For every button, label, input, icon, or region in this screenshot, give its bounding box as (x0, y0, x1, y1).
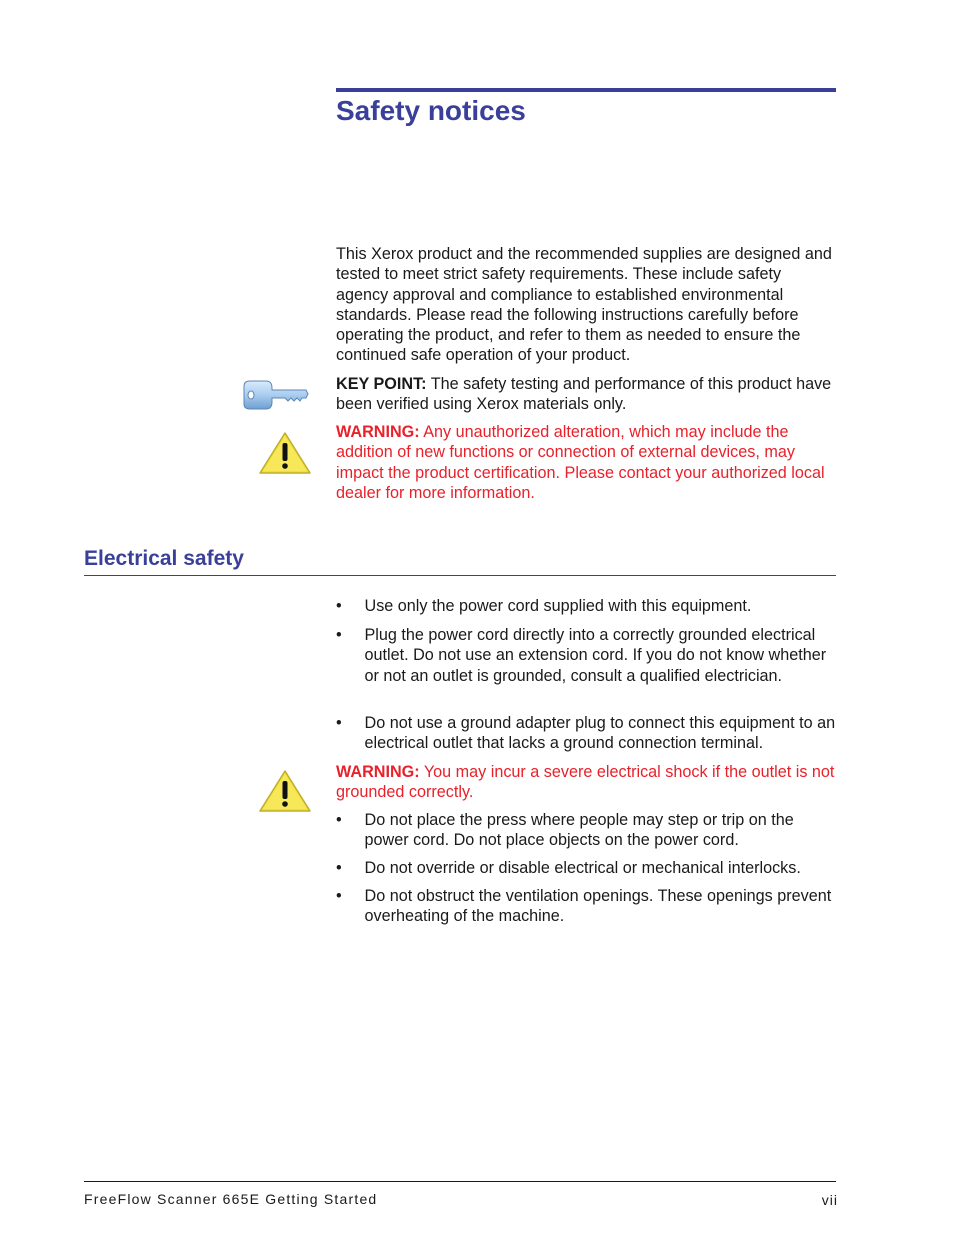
title-rule (336, 88, 836, 92)
list-item (336, 886, 836, 927)
bullet-dot: • (336, 887, 342, 905)
list-item (336, 810, 836, 851)
warning-triangle-icon (258, 430, 312, 476)
page-title: Safety notices (336, 95, 526, 126)
list-item (336, 713, 836, 754)
intro-paragraph: This Xerox product and the recommended supplies are designed and tested to meet strict safety requirements. These include safety agency approval and compliance to established environmental standards. Please read the following instructions carefully before operating the product, and refer to them as needed to ensure the continued safe operation of your product. (336, 245, 832, 365)
section-rule (84, 575, 836, 576)
key-point-label: KEY POINT: (336, 375, 427, 393)
bullet-dot: • (336, 859, 342, 877)
list-item-text: Plug the power cord directly into a correctly grounded electrical outlet. Do not use an extension cord. If you do not know whether or not an outlet is grounded, consult a qualified electrician. (364, 626, 827, 685)
key-point-note (336, 374, 836, 415)
warning-alteration (336, 422, 836, 503)
bullet-dot: • (336, 626, 342, 644)
bullet-dot: • (336, 811, 342, 829)
list-item-text: Do not use a ground adapter plug to connect this equipment to an electrical outlet that lacks a ground connection terminal. (364, 714, 836, 753)
footer-document-title: FreeFlow Scanner 665E Getting Started (84, 1191, 378, 1207)
key-icon (240, 378, 310, 414)
list-item (336, 596, 836, 616)
bullet-dot: • (336, 714, 342, 732)
warning-text: Any unauthorized alteration, which may include the addition of new functions or connection of external devices, may impact the product certification. Please contact your authorized local dealer for more information. (336, 423, 825, 502)
page-number: vii (821, 1192, 838, 1208)
list-item-text: Use only the power cord supplied with this equipment. (364, 597, 752, 615)
footer-rule (84, 1181, 836, 1182)
list-item (336, 625, 836, 686)
warning-triangle-icon (258, 768, 312, 814)
list-item-text: Do not obstruct the ventilation openings. These openings prevent overheating of the machine. (364, 887, 832, 926)
warning-label: WARNING: (336, 763, 420, 781)
list-item-text: Do not place the press where people may step or trip on the power cord. Do not place objects on the power cord. (364, 811, 794, 850)
key-point-text: The safety testing and performance of this product have been verified using Xerox materials only. (336, 375, 832, 414)
warning-text: You may incur a severe electrical shock if the outlet is not grounded correctly. (336, 763, 835, 802)
warning-electrical-shock (336, 762, 836, 803)
list-item (336, 858, 836, 878)
warning-label: WARNING: (336, 423, 420, 441)
list-item-text: Do not override or disable electrical or mechanical interlocks. (364, 859, 801, 877)
section-title-electrical-safety: Electrical safety (84, 547, 244, 570)
bullet-dot: • (336, 597, 342, 615)
